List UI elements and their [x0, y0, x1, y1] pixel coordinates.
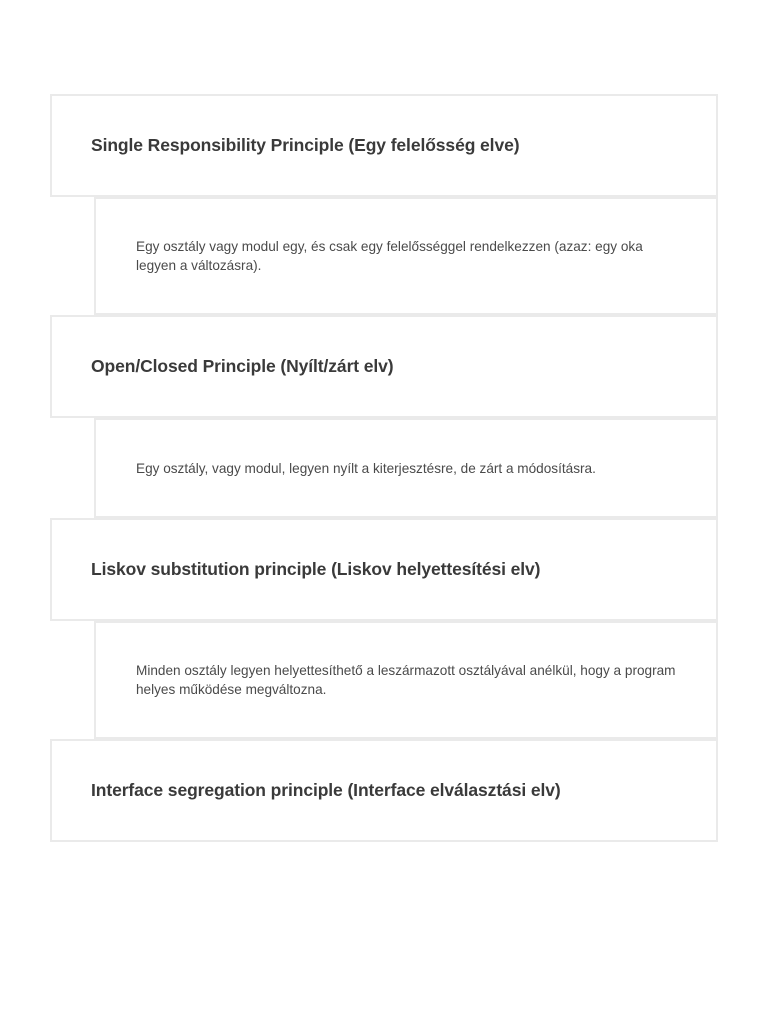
accordion-title: Open/Closed Principle (Nyílt/zárt elv) — [91, 356, 394, 376]
accordion-panel-open-closed — [94, 418, 718, 518]
accordion-panel-text: Egy osztály vagy modul egy, és csak egy felelősséggel rendelkezzen (azaz: egy oka legyen a változásra). — [136, 239, 643, 273]
accordion-panel-single-responsibility — [94, 197, 718, 315]
accordion-header-liskov-substitution[interactable] — [50, 518, 718, 621]
accordion-title: Liskov substitution principle (Liskov helyettesítési elv) — [91, 559, 541, 579]
accordion-title: Interface segregation principle (Interface elválasztási elv) — [91, 780, 561, 800]
accordion-panel-text: Egy osztály, vagy modul, legyen nyílt a kiterjesztésre, de zárt a módosításra. — [136, 460, 596, 476]
accordion-header-open-closed[interactable] — [50, 315, 718, 418]
principles-accordion — [50, 94, 718, 842]
accordion-header-interface-segregation[interactable] — [50, 739, 718, 842]
accordion-panel-liskov-substitution — [94, 621, 718, 739]
accordion-header-single-responsibility[interactable] — [50, 94, 718, 197]
accordion-panel-text: Minden osztály legyen helyettesíthető a leszármazott osztályával anélkül, hogy a program helyes működése megváltozna. — [136, 663, 676, 697]
accordion-title: Single Responsibility Principle (Egy felelősség elve) — [91, 135, 520, 155]
